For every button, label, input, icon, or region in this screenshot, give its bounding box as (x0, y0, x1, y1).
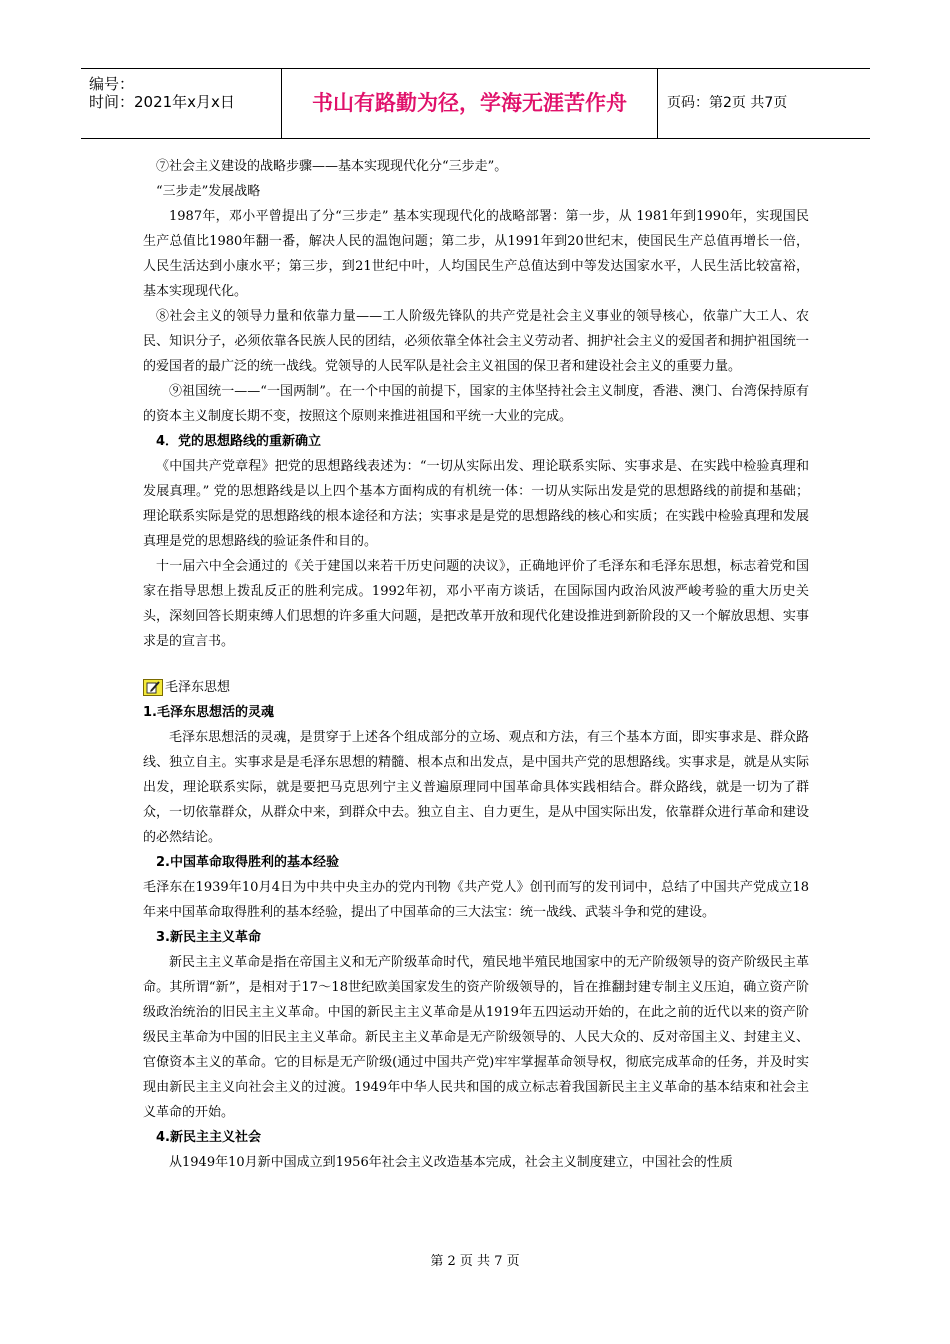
pencil-note-icon (143, 679, 163, 696)
paragraph: 毛泽东在1939年10月4日为中共中央主办的党内刊物《共产党人》创刊而写的发刊词中，总结了中国共产党成立18年来中国革命取得胜利的基本经验，提出了中国革命的三大法宝：统一战线、武装斗争和党的建设。 (143, 880, 809, 920)
header-meta (89, 75, 235, 111)
paragraph: 1987年，邓小平曾提出了分“三步走” 基本实现现代化的战略部署：第一步，从 1981年到1990年，实现国民生产总值比1980年翻一番，解决人民的温饱问题；第二步，从1991年到20世纪末，使国民生产总值再增长一倍，人民生活达到小康水平；第三步，到21世纪中叶，人均国民生产总值达到中等发达国家水平，人民生活比较富裕，基本实现现代化。 (143, 209, 809, 299)
subheading-three-steps: “三步走”发展战略 (156, 184, 261, 199)
section-title (143, 675, 809, 700)
section-heading: 4．党的思想路线的重新确立 (156, 434, 322, 449)
date-label: 时间：2021年x月x日 (89, 93, 235, 111)
paragraph: ⑨祖国统一——“一国两制”。在一个中国的前提下，国家的主体坚持社会主义制度，香港、澳门、台湾保持原有的资本主义制度长期不变，按照这个原则来推进祖国和平统一大业的完成。 (143, 384, 809, 424)
paragraph: 新民主主义革命是指在帝国主义和无产阶级革命时代，殖民地半殖民地国家中的无产阶级领导的资产阶级民主革命。其所谓“新”，是相对于17～18世纪欧美国家发生的资产阶级领导的，旨在推翻封建专制主义压迫，确立资产阶级政治统治的旧民主主义革命。中国的新民主主义革命是从1919年五四运动开始的，在此之前的近代以来的资产阶级民主革命为中国的旧民主主义革命。新民主主义革命是无产阶级领导的、人民大众的、反对帝国主义、封建主义、官僚资本主义的革命。它的目标是无产阶级(通过中国共产党)牢牢掌握革命领导权，彻底完成革命的任务，并及时实现由新民主主义向社会主义的过渡。1949年中华人民共和国的成立标志着我国新民主主义革命的基本结束和社会主义革命的开始。 (143, 955, 809, 1120)
number-label: 编号： (89, 75, 135, 93)
paragraph: 《中国共产党章程》把党的思想路线表述为：“一切从实际出发、理论联系实际、实事求是、在实践中检验真理和发展真理。” 党的思想路线是以上四个基本方面构成的有机统一体：一切从实际出发是党的思想路线的前提和基础；理论联系实际是党的思想路线的根本途径和方法；实事求是是党的思想路线的核心和实质；在实践中检验真理和发展真理是党的思想路线的验证条件和目的。 (143, 459, 809, 549)
paragraph: 十一届六中全会通过的《关于建国以来若干历史问题的决议》，正确地评价了毛泽东和毛泽东思想，标志着党和国家在指导思想上拨乱反正的胜利完成。1992年初，邓小平南方谈话，在国际国内政治风波严峻考验的重大历史关头，深刻回答长期束缚人们思想的许多重大问题，是把改革开放和现代化建设推进到新阶段的又一个解放思想、实事求是的宣言书。 (143, 559, 809, 649)
page-header (81, 68, 870, 139)
paragraph: 从1949年10月新中国成立到1956年社会主义改造基本完成，社会主义制度建立，中国社会的性质 (169, 1155, 733, 1170)
subsection-heading: 1.毛泽东思想活的灵魂 (143, 705, 274, 720)
spacer (143, 654, 809, 675)
subsection-heading: 4.新民主主义社会 (156, 1130, 261, 1145)
paragraph-step-strategy: ⑦社会主义建设的战略步骤——基本实现现代化分“三步走”。 (156, 159, 508, 174)
body-text (143, 154, 809, 1175)
section-title-text: 毛泽东思想 (165, 680, 231, 695)
header-page-info: 页码：第2页 共7页 (667, 95, 788, 111)
subsection-heading: 2.中国革命取得胜利的基本经验 (156, 855, 339, 870)
paragraph: 毛泽东思想活的灵魂，是贯穿于上述各个组成部分的立场、观点和方法，有三个基本方面，即实事求是、群众路线、独立自主。实事求是是毛泽东思想的精髓、根本点和出发点，是中国共产党的思想路线。实事求是，就是从实际出发，理论联系实际，就是要把马克思列宁主义普遍原理同中国革命具体实践相结合。群众路线，就是一切为了群众，一切依靠群众，从群众中来，到群众中去。独立自主、自力更生，是从中国实际出发，依靠群众进行革命和建设的必然结论。 (143, 730, 809, 845)
header-motto: 书山有路勤为径，学海无涯苦作舟 (312, 91, 627, 115)
header-divider (657, 69, 658, 138)
page-footer: 第 2 页 共 7 页 (430, 1254, 520, 1269)
subsection-heading: 3.新民主主义革命 (156, 930, 261, 945)
paragraph: ⑧社会主义的领导力量和依靠力量——工人阶级先锋队的共产党是社会主义事业的领导核心，依靠广大工人、农民、知识分子，必须依靠各民族人民的团结，必须依靠全体社会主义劳动者、拥护社会主义的爱国者和拥护祖国统一的爱国者的最广泛的统一战线。党领导的人民军队是社会主义祖国的保卫者和建设社会主义的重要力量。 (143, 309, 809, 374)
